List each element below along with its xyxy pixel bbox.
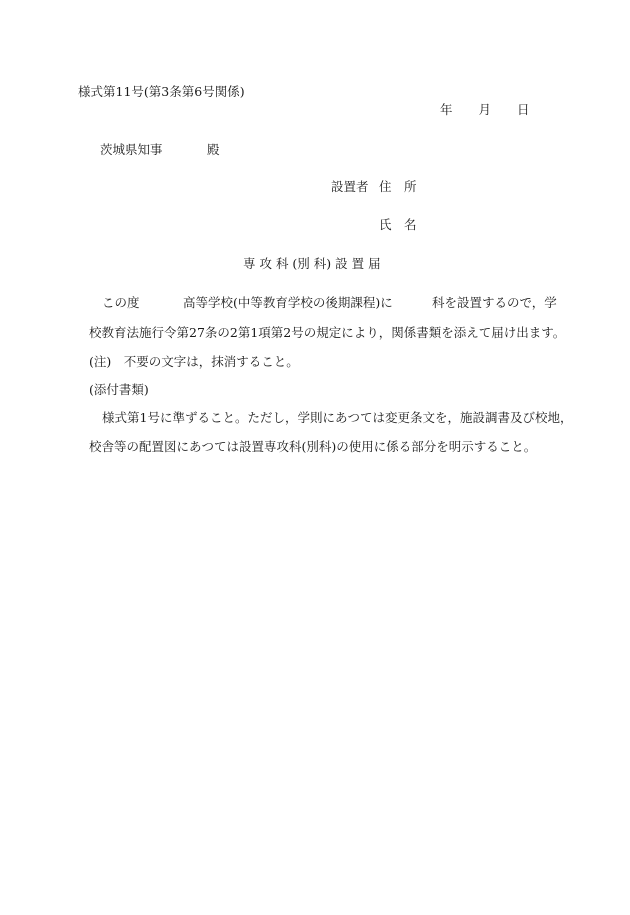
note-text: (注) 不要の文字は，抹消すること。: [89, 354, 299, 369]
attachments-line-2: 校舎等の配置図にあつては設置専攻科(別科)の使用に係る部分を明示すること。: [89, 439, 537, 454]
founder-address-label: 住 所: [379, 179, 417, 194]
date-month-label: 月: [478, 102, 492, 117]
attachments-line-1: 様式第1号に準ずること。ただし，学則にあつては変更条文を，施設調書及び校地，: [102, 410, 573, 425]
body-line-2: 校教育法施行令第27条の2第1項第2号の規定により，関係書類を添えて届け出ます。: [89, 325, 566, 340]
body-line-1-c: 科を設置するので，学: [432, 295, 557, 310]
addressee-honorific: 殿: [207, 142, 220, 157]
body-line-1-b: 高等学校(中等教育学校の後期課程)に: [183, 295, 393, 310]
founder-name-label: 氏 名: [379, 217, 417, 232]
date-year-label: 年: [440, 102, 453, 117]
date-line: [440, 104, 530, 117]
founder-label: 設置者: [331, 179, 369, 194]
date-day-label: 日: [517, 102, 530, 117]
addressee-name: 茨城県知事: [100, 142, 163, 157]
document-title: 専 攻 科 (別 科) 設 置 届: [243, 256, 381, 271]
body-line-1-a: この度: [102, 295, 140, 310]
attachments-heading: (添付書類): [89, 382, 149, 397]
form-number-label: 様式第11号(第3条第6号関係): [78, 84, 245, 99]
